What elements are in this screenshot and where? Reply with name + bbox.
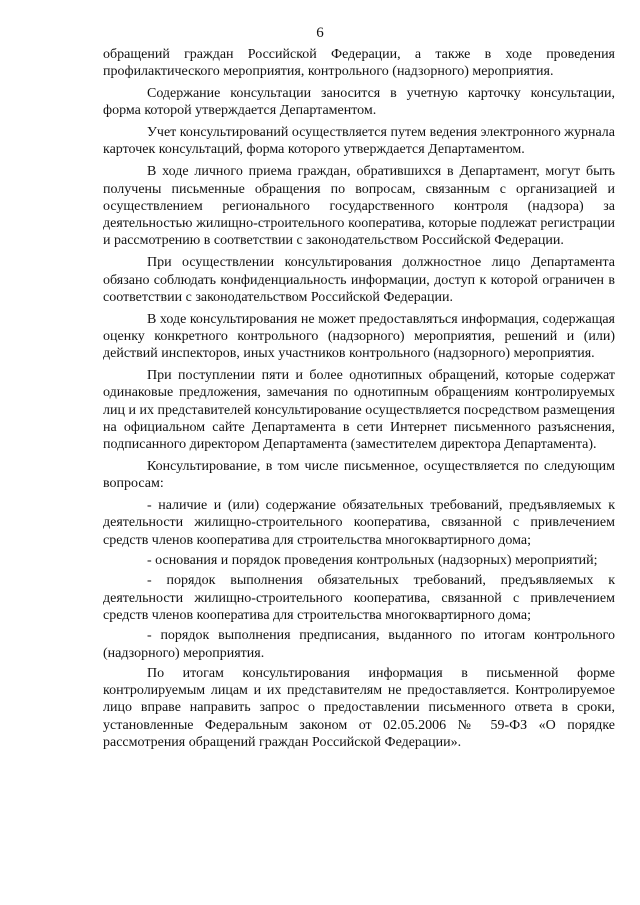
paragraph-personal-reception: В ходе личного приема граждан, обратившихся в Департамент, могут быть получены письменные обращения по вопросам, связанным с организацией и осуществлением регионального государственного контроля (надзора) за деятельностью жилищно-строительного кооператива, которые подлежат регистрации и рассмотрению в соответствии с законодательством Российской Федерации. — [103, 164, 615, 249]
paragraph-consultation-record: Содержание консультации заносится в учетную карточку консультации, форма которой утверждается Департаментом. — [103, 86, 615, 119]
paragraph-restrictions: В ходе консультирования не может предоставляться информация, содержащая оценку конкретного контрольного (надзорного) мероприятия, решений и (или) действий инспекторов, иных участников контрольного (надзорного) мероприятия. — [103, 311, 615, 362]
paragraph-continuation: обращений граждан Российской Федерации, а также в ходе проведения профилактического мероприятия, контрольного (надзорного) мероприятия. — [103, 47, 615, 80]
list-item-fulfillment-procedure: - порядок выполнения обязательных требований, предъявляемых к деятельности жилищно-строительного кооператива, связанной с привлечением средств членов кооператива для строительства многоквартирного дома; — [103, 573, 615, 623]
page-number: 6 — [316, 25, 324, 41]
list-item-prescription-procedure: - порядок выполнения предписания, выданного по итогам контрольного (надзорного) мероприятия. — [103, 628, 615, 661]
paragraph-confidentiality: При осуществлении консультирования должностное лицо Департамента обязано соблюдать конфиденциальность информации, доступ к которой ограничен в соответствии с законодательством Российской Федерации. — [103, 255, 615, 305]
list-item-mandatory-requirements: - наличие и (или) содержание обязательных требований, предъявляемых к деятельности жилищно-строительного кооператива, связанной с привлечением средств членов кооператива для строительства многоквартирного дома; — [103, 498, 615, 548]
paragraph-written-answer: По итогам консультирования информация в письменной форме контролируемым лицам и их представителям не предоставляется. Контролируемое лицо вправе направить запрос о предоставлении письменного ответа в сроки, установленные Федеральным законом от 02.05.2006 № 59-ФЗ «О порядке рассмотрения обращений граждан Российской Федерации». — [103, 665, 615, 750]
list-item-grounds-procedure: - основания и порядок проведения контрольных (надзорных) мероприятий; — [147, 553, 598, 569]
paragraph-consultation-journal: Учет консультирований осуществляется путем ведения электронного журнала карточек консультаций, форма которого утверждается Департаментом. — [103, 125, 615, 158]
paragraph-identical-appeals: При поступлении пяти и более однотипных обращений, которые содержат одинаковые предложения, замечания по однотипным обращениям контролируемых лиц и их представителей консультирование осуществляется посредством размещения на официальном сайте Департамента в сети Интернет письменного разъяснения, подписанного директором Департамента (заместителем директора Департамента). — [103, 368, 615, 453]
document-body — [103, 46, 615, 756]
paragraph-consultation-topics: Консультирование, в том числе письменное, осуществляется по следующим вопросам: — [103, 459, 615, 492]
